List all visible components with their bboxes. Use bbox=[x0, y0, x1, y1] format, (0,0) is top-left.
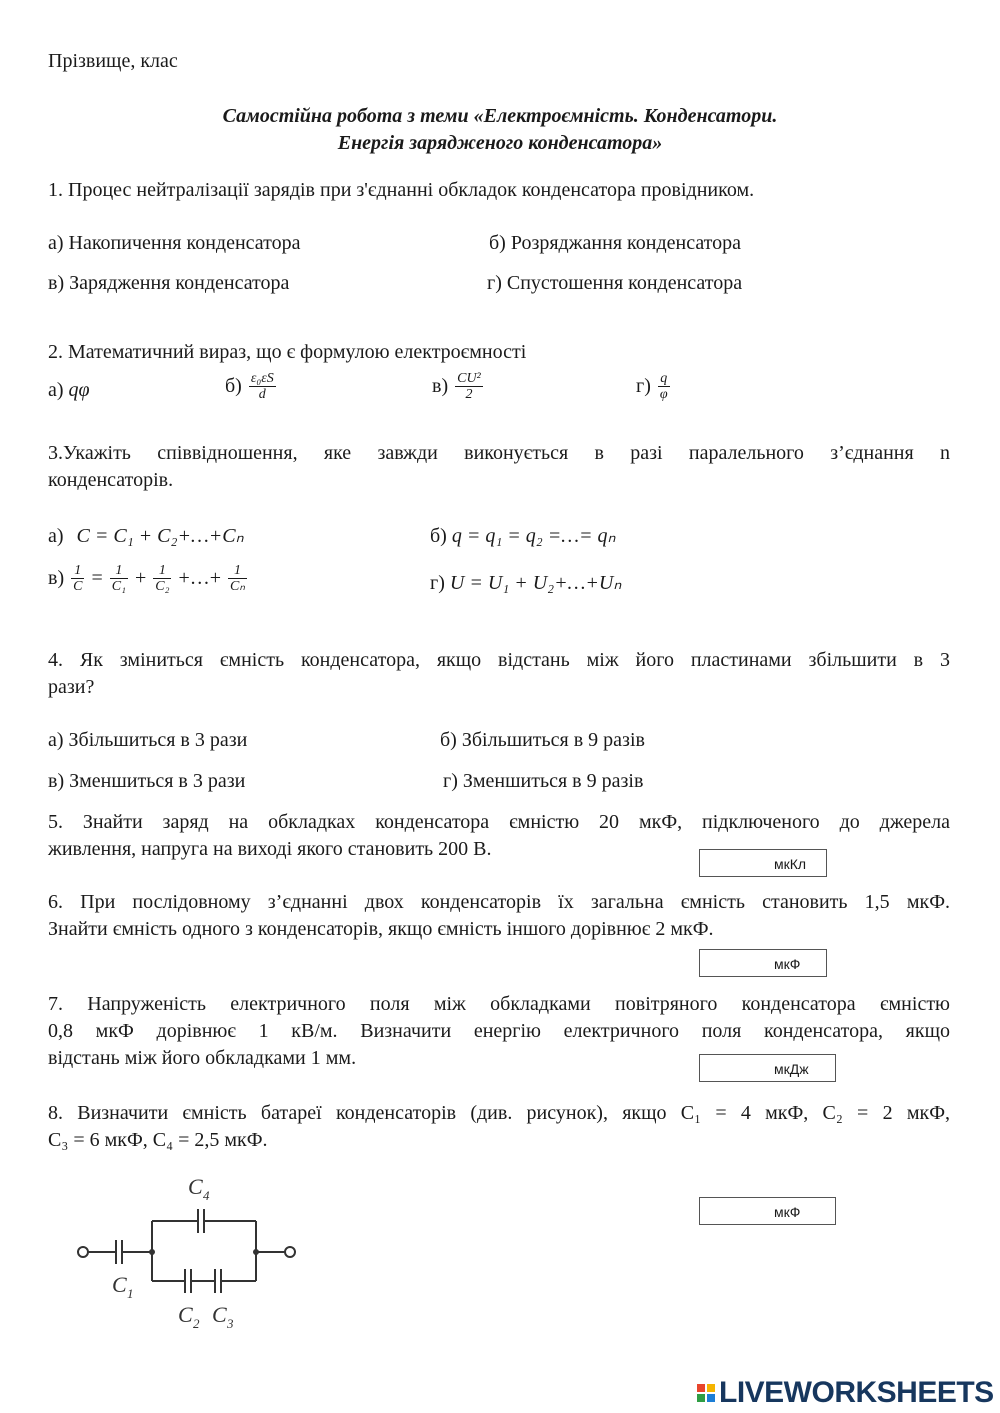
c3-subscript: 3 bbox=[227, 1316, 234, 1331]
worksheet-title-line1: Самостійна робота з теми «Електроємність. Конденсатори. bbox=[222, 105, 778, 127]
q5-answer-input[interactable] bbox=[699, 849, 827, 877]
q1-option-d[interactable]: г) Спустошення конденсатора bbox=[487, 272, 743, 294]
question-7-text-line2: 0,8 мкФ дорівнює 1 кВ/м. Визначити енергію електричного поля конденсатора, якщо bbox=[48, 1020, 950, 1042]
logo-blocks-icon bbox=[697, 1384, 715, 1402]
q2-d-fraction: $\frac{q}{\varphi}$ bbox=[659, 371, 668, 402]
q4-option-c[interactable]: в) Зменшиться в 3 рази bbox=[48, 770, 246, 792]
q8-answer-input[interactable] bbox=[699, 1197, 836, 1225]
q7-answer-input[interactable] bbox=[699, 1054, 836, 1082]
question-8-text-line1: 8. Визначити ємність батареї конденсаторів (див. рисунок), якщо C₁ = 4 мкФ, C₂ = 2 мкФ, bbox=[48, 1102, 950, 1124]
q5-unit-label: мкКл bbox=[774, 856, 807, 872]
name-class-label: Прізвище, клас bbox=[48, 50, 178, 72]
q1-option-c[interactable]: в) Зарядження конденсатора bbox=[48, 272, 290, 294]
q8-unit-label: мкФ bbox=[774, 1204, 801, 1220]
q2-option-c[interactable]: в) $\frac{\text{CU²}}{2}$ bbox=[432, 371, 481, 402]
c3-label: C bbox=[212, 1302, 227, 1327]
question-7-text-line1: 7. Напруженість електричного поля між обкладками повітряного конденсатора ємністю bbox=[48, 993, 950, 1015]
question-6-text-line1: 6. При послідовному з’єднанні двох конденсаторів їх загальна ємність становить 1,5 мкФ. bbox=[48, 891, 950, 913]
question-4-text-line2: рази? bbox=[48, 676, 95, 698]
right-terminal bbox=[285, 1247, 295, 1257]
q3-option-a[interactable]: а) C = C₁ + C₂+…+Cₙ bbox=[48, 525, 244, 547]
q4-option-d[interactable]: г) Зменшиться в 9 разів bbox=[443, 770, 644, 792]
q2-option-d[interactable]: г) $\frac{q}{\varphi}$ bbox=[636, 371, 668, 402]
q2-option-b[interactable]: б) $\frac{\text{ε₀εS}}{d}$ bbox=[225, 371, 274, 402]
c2-label: C bbox=[178, 1302, 193, 1327]
question-5-text-line1: 5. Знайти заряд на обкладках конденсатора ємністю 20 мкФ, підключеного до джерела bbox=[48, 811, 950, 833]
q7-unit-label: мкДж bbox=[774, 1061, 809, 1077]
c2-subscript: 2 bbox=[193, 1316, 200, 1331]
q2-b-fraction: $\frac{\text{ε₀εS}}{d}$ bbox=[250, 371, 274, 402]
q1-option-a[interactable]: а) Накопичення конденсатора bbox=[48, 232, 301, 254]
c4-subscript: 4 bbox=[203, 1188, 210, 1203]
q4-option-b[interactable]: б) Збільшиться в 9 разів bbox=[440, 729, 645, 751]
c1-subscript: 1 bbox=[127, 1286, 134, 1301]
q3-option-b[interactable]: б) q = q₁ = q₂ =…= qₙ bbox=[430, 525, 616, 547]
right-junction-dot bbox=[253, 1249, 259, 1255]
q1-option-b[interactable]: б) Розряджання конденсатора bbox=[489, 232, 742, 254]
q3-option-d[interactable]: г) U = U₁ + U₂+…+Uₙ bbox=[430, 572, 622, 594]
question-7-text-line3: відстань між його обкладками 1 мм. bbox=[48, 1047, 357, 1069]
q2-c-fraction: $\frac{\text{CU²}}{2}$ bbox=[457, 371, 481, 402]
question-2-text: 2. Математичний вираз, що є формулою електроємності bbox=[48, 341, 527, 363]
q6-answer-input[interactable] bbox=[699, 949, 827, 977]
question-6-text-line2: Знайти ємність одного з конденсаторів, якщо ємність іншого дорівнює 2 мкФ. bbox=[48, 918, 714, 940]
question-1-text: 1. Процес нейтралізації зарядів при з'єднанні обкладок конденсатора провідником. bbox=[48, 179, 755, 201]
worksheet-title-line2: Енергія зарядженого конденсатора» bbox=[337, 132, 663, 154]
q4-option-a[interactable]: а) Збільшиться в 3 рази bbox=[48, 729, 248, 751]
c1-label: C bbox=[112, 1272, 127, 1297]
question-4-text-line1: 4. Як зміниться ємність конденсатора, якщо відстань між його пластинами збільшити в 3 bbox=[48, 649, 950, 671]
liveworksheets-logo: LIVEWORKSHEETS bbox=[697, 1376, 994, 1410]
question-3-text-line2: конденсаторів. bbox=[48, 469, 174, 491]
question-8-text-line2: C₃ = 6 мкФ, C₄ = 2,5 мкФ. bbox=[48, 1129, 268, 1151]
capacitor-circuit-diagram bbox=[60, 1170, 320, 1340]
q3-option-c[interactable]: в) $\frac{1}{C}$ = $\frac{1}{\text{C₁}}$ + $\frac{1}{\text{C₂}}$ +…+ $\frac{1}{\text{Cₙ}}$ bbox=[48, 563, 245, 594]
question-5-text-line2: живлення, напруга на виході якого становить 200 В. bbox=[48, 838, 492, 860]
left-junction-dot bbox=[149, 1249, 155, 1255]
q2-option-a[interactable]: а) qφ bbox=[48, 379, 90, 401]
question-3-text-line1: 3.Укажіть співвідношення, яке завжди виконується в разі паралельного з’єднання n bbox=[48, 442, 950, 464]
c4-label: C bbox=[188, 1174, 203, 1199]
q6-unit-label: мкФ bbox=[774, 956, 801, 972]
left-terminal bbox=[78, 1247, 88, 1257]
